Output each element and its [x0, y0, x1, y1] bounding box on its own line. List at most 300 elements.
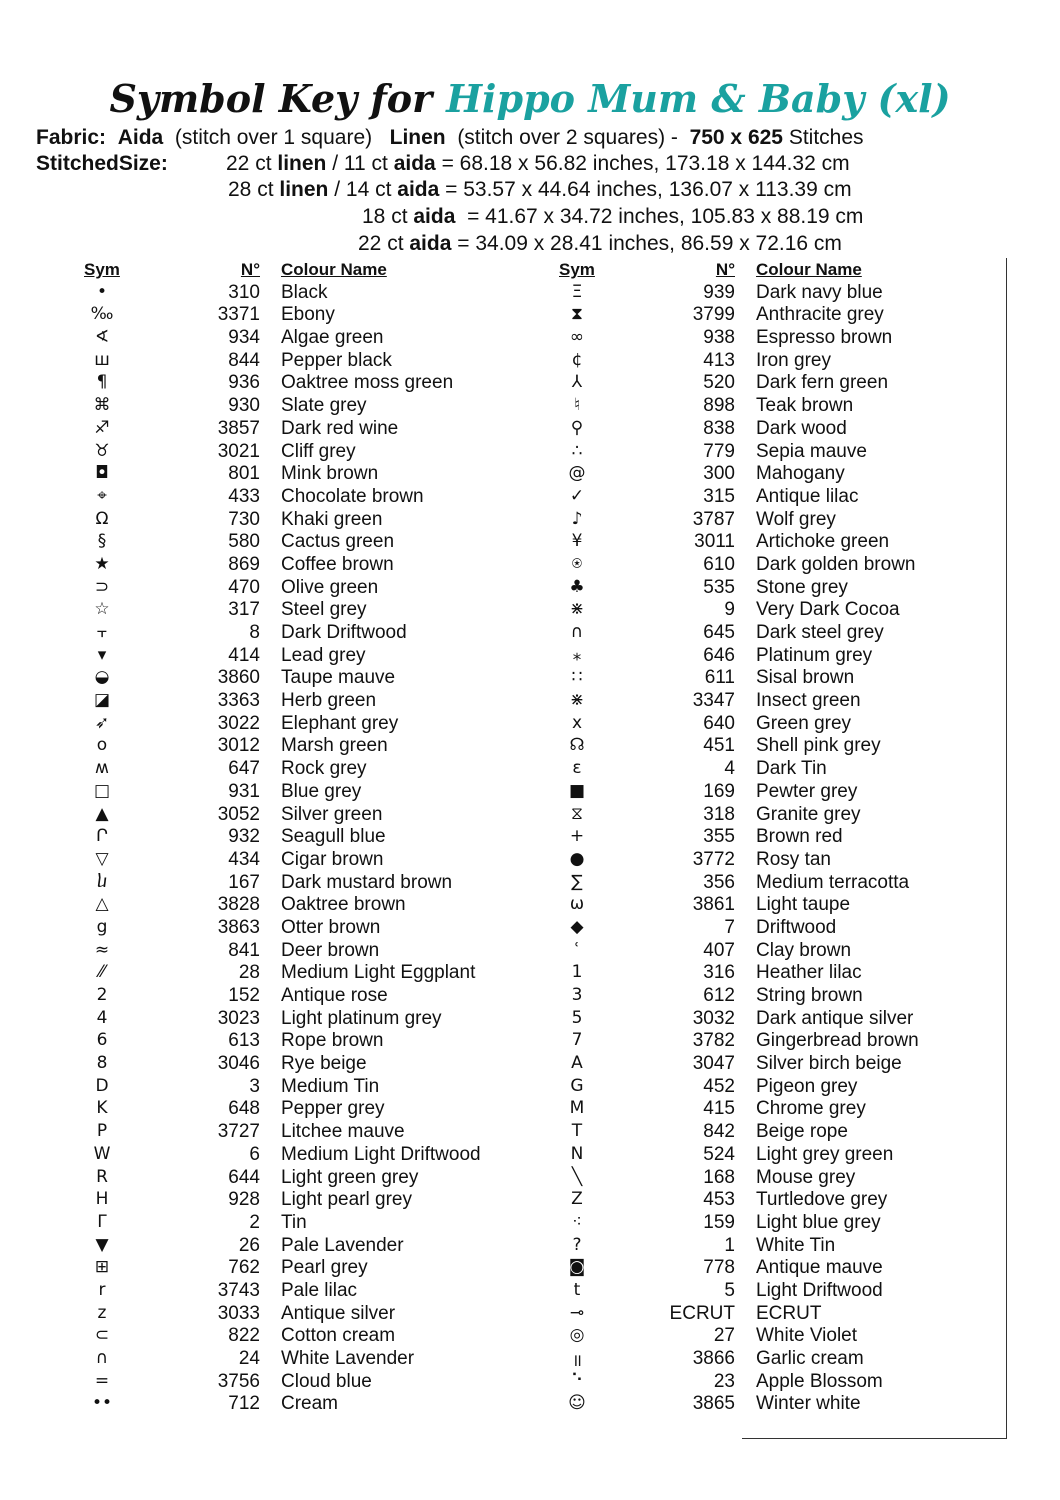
symbol-cell: N [570, 1143, 584, 1164]
symbol-cell: 6 [96, 1030, 108, 1051]
number-cell: 3756 [217, 1370, 260, 1392]
symbol-cell: K [96, 1098, 108, 1119]
symbol-cell: ▼ [95, 1234, 109, 1255]
symbol-cell: ⧗ [571, 304, 583, 325]
number-cell: ECRUT [669, 1302, 735, 1324]
colour-name-cell: Mouse grey [756, 1166, 856, 1188]
fabric-size-unit: Stitches [788, 126, 864, 149]
number-cell: 152 [228, 985, 260, 1006]
symbol-cell: ¶ [96, 372, 108, 393]
symbol-cell: ♣ [569, 576, 585, 597]
colour-name-cell: Dark golden brown [756, 553, 916, 575]
symbol-cell: ▾ [97, 644, 107, 665]
number-cell: 3861 [692, 894, 735, 916]
symbol-cell: ⊂ [94, 1325, 110, 1346]
fabric-label: Fabric: [36, 126, 107, 149]
colour-name-cell: Mink brown [281, 463, 379, 485]
symbol-cell: @ [568, 463, 586, 484]
symbol-cell: g [96, 916, 108, 937]
colour-name-cell: Heather lilac [756, 962, 862, 984]
symbol-cell: ⋇ [569, 599, 585, 620]
colour-name-cell: Slate grey [281, 395, 367, 417]
symbol-cell: ⴑ [97, 871, 107, 892]
number-cell: 934 [228, 327, 260, 349]
symbol-cell: ◙ [568, 1257, 586, 1278]
number-cell: 928 [228, 1189, 260, 1211]
number-cell: 640 [703, 712, 735, 734]
stitched-text: = 53.57 x 44.64 inches, 136.07 x 113.39 cm [439, 178, 852, 201]
title-prefix: Symbol Key for [109, 76, 433, 121]
number-cell: 844 [228, 349, 260, 371]
number-cell: 5 [724, 1279, 735, 1301]
colour-name-cell: Apple Blossom [756, 1370, 883, 1392]
colour-name-cell: Antique rose [281, 985, 388, 1006]
stitched-text: 22 ct [358, 232, 410, 255]
colour-name-cell: Coffee brown [281, 553, 394, 575]
colour-name-cell: Litchee mauve [281, 1121, 405, 1143]
symbol-cell: ⊸ [569, 1302, 585, 1323]
symbol-cell: ⊞ [94, 1257, 110, 1278]
symbol-cell: ‰ [90, 304, 114, 325]
colour-name-cell: Cloud blue [281, 1370, 372, 1392]
colour-name-cell: Dark wood [756, 417, 847, 439]
number-cell: 168 [703, 1166, 735, 1188]
colour-name-cell: Light green grey [281, 1166, 419, 1188]
symbol-cell: z [97, 1302, 107, 1323]
number-cell: 3 [249, 1075, 260, 1097]
colour-name-cell: Insect green [756, 690, 861, 712]
colour-name-cell: Rosy tan [756, 848, 831, 870]
colour-name-cell: Iron grey [756, 349, 831, 371]
symbol-cell: ♉ [94, 440, 110, 461]
colour-name-cell: Dark antique silver [756, 1007, 914, 1029]
colour-name-cell: Pepper grey [281, 1098, 385, 1120]
number-cell: 3012 [217, 735, 260, 757]
symbol-cell: r [98, 1279, 106, 1300]
number-cell: 169 [703, 780, 735, 802]
symbol-cell: ∢ [94, 327, 110, 348]
number-cell: 3052 [217, 803, 260, 825]
colour-name-cell: Taupe mauve [281, 667, 396, 689]
symbol-cell: ▲ [95, 803, 109, 824]
number-cell: 822 [228, 1325, 260, 1347]
number-cell: 3863 [217, 916, 260, 938]
colour-name-cell: Green grey [756, 712, 852, 734]
colour-name-cell: Cotton cream [281, 1325, 396, 1347]
header-name: Colour Name [281, 260, 387, 279]
symbol-cell: 3 [571, 985, 583, 1005]
colour-name-cell: Tin [281, 1211, 307, 1233]
colour-name-cell: Rope brown [281, 1030, 384, 1052]
number-cell: 3743 [217, 1279, 260, 1301]
colour-name-cell: White Violet [756, 1325, 858, 1347]
colour-name-cell: Artichoke green [756, 531, 890, 553]
colour-name-cell: Elephant grey [281, 712, 399, 734]
symbol-cell: ≈ [94, 939, 110, 960]
colour-name-cell: Deer brown [281, 939, 380, 961]
symbol-cell: + [569, 826, 585, 847]
symbol-cell: W [93, 1143, 111, 1164]
number-cell: 451 [703, 735, 735, 757]
colour-name-cell: Cream [281, 1393, 339, 1415]
number-cell: 26 [238, 1234, 260, 1256]
number-cell: 3782 [692, 1030, 735, 1052]
number-cell: 318 [703, 803, 735, 825]
symbol-cell: ◒ [94, 667, 110, 688]
colour-name-cell: Lead grey [281, 644, 366, 666]
colour-name-cell: Olive green [281, 576, 379, 598]
colour-name-cell: Very Dark Cocoa [756, 599, 900, 621]
colour-name-cell: Antique lilac [756, 485, 859, 507]
symbol-cell: ◆ [570, 916, 584, 937]
symbol-cell: 4 [96, 1007, 108, 1028]
colour-name-cell: Teak brown [756, 395, 854, 417]
number-cell: 842 [703, 1121, 735, 1143]
colour-name-cell: Oaktree moss green [281, 372, 454, 394]
symbol-cell: ॥ [571, 1351, 583, 1371]
number-cell: 24 [238, 1348, 260, 1369]
colour-name-cell: ECRUT [756, 1302, 822, 1324]
symbol-cell: ⌖ [97, 485, 107, 506]
number-cell: 778 [703, 1257, 735, 1279]
colour-name-cell: White Tin [756, 1234, 836, 1256]
stitched-text: = 41.67 x 34.72 inches, 105.83 x 88.19 cm [455, 205, 864, 228]
colour-name-cell: Light platinum grey [281, 1007, 442, 1029]
number-cell: 407 [703, 939, 735, 961]
symbol-cell: P [96, 1121, 108, 1142]
stitched-line-2 [228, 178, 1060, 202]
symbol-cell: ∩ [95, 1348, 109, 1368]
number-cell: 3857 [217, 417, 260, 439]
colour-name-cell: Pale Lavender [281, 1234, 404, 1256]
stitched-text: / 11 ct [326, 152, 394, 175]
number-cell: 1 [724, 1234, 735, 1256]
colour-name-cell: Dark red wine [281, 417, 399, 439]
stitched-bold: aida [409, 232, 452, 255]
number-cell: 3046 [217, 1053, 260, 1075]
stitched-line-4 [358, 232, 1060, 256]
number-cell: 9 [724, 599, 735, 621]
number-cell: 611 [704, 667, 735, 689]
symbol-cell: ? [572, 1234, 582, 1255]
number-cell: 434 [228, 848, 260, 870]
colour-name-cell: Marsh green [281, 735, 388, 757]
right-border-line [1006, 258, 1007, 1438]
stitched-bold: aida [413, 205, 456, 228]
stitched-text: 22 ct [226, 152, 278, 175]
number-cell: 801 [228, 463, 260, 485]
colour-name-cell: Dark navy blue [756, 281, 883, 303]
number-cell: 645 [703, 622, 735, 643]
number-cell: 730 [228, 508, 260, 530]
symbol-cell: ■ [568, 780, 586, 801]
symbol-cell: ◘ [95, 463, 109, 484]
number-cell: 317 [228, 599, 260, 621]
number-cell: 610 [703, 553, 735, 575]
colour-name-cell: Otter brown [281, 916, 381, 938]
symbol-cell: 7 [571, 1030, 583, 1051]
colour-name-cell: Cactus green [281, 531, 395, 553]
number-cell: 3860 [217, 667, 260, 689]
colour-name-cell: Cigar brown [281, 848, 384, 870]
colour-name-cell: Gingerbread brown [756, 1030, 919, 1052]
number-cell: 648 [228, 1098, 260, 1120]
number-cell: 939 [703, 281, 735, 303]
colour-name-cell: Wolf grey [756, 508, 836, 530]
symbol-cell: ʍ [95, 758, 109, 779]
symbol-cell: Ω [95, 508, 109, 529]
fabric-linen-note: (stitch over 2 squares) - [457, 126, 678, 149]
symbol-cell: 8 [96, 1053, 108, 1074]
colour-name-cell: Medium Tin [281, 1075, 380, 1097]
number-cell: 7 [724, 916, 735, 938]
symbol-cell: T [571, 1121, 583, 1142]
colour-name-cell: Beige rope [756, 1121, 848, 1143]
symbol-cell: § [97, 531, 107, 552]
fabric-line [36, 126, 1060, 150]
number-cell: 930 [228, 395, 260, 417]
fabric-size: 750 x 625 [689, 126, 783, 149]
symbol-cell: ∞ [569, 327, 585, 348]
colour-name-cell: Light Driftwood [756, 1279, 883, 1301]
symbol-cell: ⚲ [570, 417, 584, 438]
symbol-cell: ✓ [569, 485, 585, 506]
number-cell: 524 [703, 1143, 735, 1165]
number-cell: 3787 [692, 508, 735, 530]
symbol-cell: ⅄ [571, 372, 583, 393]
colour-name-cell: Pewter grey [756, 780, 858, 802]
symbol-cell: ∴ [571, 440, 583, 461]
colour-name-cell: Oaktree brown [281, 894, 406, 916]
number-cell: 762 [228, 1257, 260, 1279]
colour-name-cell: Turtledove grey [756, 1189, 888, 1211]
number-cell: 3727 [217, 1121, 260, 1143]
number-cell: 932 [228, 826, 260, 848]
number-cell: 27 [713, 1325, 735, 1347]
number-cell: 6 [249, 1143, 260, 1165]
number-cell: 2 [249, 1211, 260, 1233]
symbol-cell: ⋇ [569, 690, 585, 711]
symbol-cell: Ր [96, 826, 108, 847]
symbol-cell: 1 [571, 962, 583, 983]
number-cell: 3371 [217, 304, 260, 326]
number-cell: 841 [228, 939, 260, 961]
symbol-cell: t [573, 1279, 581, 1300]
colour-name-cell: Herb green [281, 690, 377, 712]
fabric-aida-note: (stitch over 1 square) [174, 126, 373, 149]
header-sym: Sym [84, 260, 120, 279]
symbol-cell: ⧖ [571, 803, 583, 824]
symbol-cell: ∑ [571, 871, 583, 892]
number-cell: 3799 [692, 304, 735, 326]
colour-name-cell: Dark mustard brown [281, 871, 453, 893]
number-cell: 414 [228, 644, 260, 666]
number-cell: 316 [703, 962, 735, 984]
bottom-border-line [742, 1438, 1007, 1439]
number-cell: 4 [724, 758, 735, 780]
colour-name-cell: Sisal brown [756, 667, 855, 689]
number-cell: 3023 [217, 1007, 260, 1029]
symbol-cell: M [569, 1098, 585, 1119]
design-name: Hippo Mum & Baby (xl) [446, 76, 951, 121]
colour-name-cell: Chrome grey [756, 1098, 866, 1120]
symbol-cell: ☺ [568, 1393, 586, 1414]
colour-name-cell: String brown [756, 985, 863, 1006]
colour-name-cell: Medium terracotta [756, 871, 910, 893]
symbol-cell: = [94, 1370, 110, 1391]
header-name: Colour Name [756, 260, 862, 279]
symbol-cell: ⠑ [570, 1370, 584, 1391]
symbol-cell: ◪ [93, 690, 111, 711]
stitched-bold: linen [277, 152, 327, 175]
colour-name-cell: Seagull blue [281, 826, 386, 848]
stitched-line-3 [362, 205, 1060, 229]
header-num: N° [240, 260, 260, 279]
colour-name-cell: Winter white [756, 1393, 861, 1415]
symbol-cell: ¥ [571, 531, 583, 552]
number-cell: 712 [228, 1393, 260, 1415]
colour-name-cell: Dark fern green [756, 372, 889, 394]
symbol-cell: ω [569, 894, 585, 915]
number-cell: 3033 [217, 1302, 260, 1324]
number-cell: 413 [703, 349, 735, 371]
symbol-cell: A [571, 1053, 583, 1074]
colour-name-cell: Sepia mauve [756, 440, 867, 462]
number-cell: 931 [228, 780, 260, 802]
number-cell: 520 [703, 372, 735, 394]
symbol-cell: R [96, 1166, 108, 1187]
colour-name-cell: Shell pink grey [756, 735, 881, 757]
symbol-cell: ⊃ [94, 576, 110, 597]
number-cell: 535 [703, 576, 735, 598]
symbol-cell: H [95, 1189, 109, 1210]
symbol-cell: △ [95, 894, 109, 915]
number-cell: 580 [228, 531, 260, 553]
colour-name-cell: Steel grey [281, 599, 367, 621]
symbol-cell: ʿ [574, 939, 580, 960]
colour-name-cell: Granite grey [756, 803, 861, 825]
colour-name-cell: White Lavender [281, 1348, 415, 1369]
colour-name-cell: Rock grey [281, 758, 367, 780]
number-cell: 3347 [692, 690, 735, 712]
symbol-cell: ⁄⁄ [99, 962, 105, 983]
number-cell: 647 [228, 758, 260, 780]
fabric-linen: Linen [389, 126, 446, 149]
colour-name-cell: Dark Driftwood [281, 622, 407, 643]
colour-name-cell: Silver green [281, 803, 383, 825]
stitched-line-1 [36, 152, 1060, 176]
symbol-cell: • [96, 281, 108, 302]
number-cell: 3022 [217, 712, 260, 734]
colour-name-cell: Silver birch beige [756, 1053, 902, 1075]
stitched-label: StitchedSize: [36, 152, 168, 175]
colour-name-cell: Espresso brown [756, 327, 893, 349]
stitched-text: = 34.09 x 28.41 inches, 86.59 x 72.16 cm [451, 232, 842, 255]
colour-name-cell: Pale lilac [281, 1279, 358, 1301]
number-cell: 3866 [692, 1348, 735, 1369]
symbol-cell: ☆ [94, 599, 110, 620]
number-cell: 3772 [692, 848, 735, 870]
number-cell: 646 [703, 644, 735, 666]
page-title [0, 76, 1060, 121]
header-sym: Sym [559, 260, 595, 279]
symbol-cell: x [571, 712, 583, 733]
symbol-cell: ⌘ [93, 395, 111, 416]
symbol-cell: ➶ [94, 712, 110, 733]
symbol-cell: ε [572, 758, 582, 779]
colour-name-cell: Garlic cream [756, 1348, 864, 1369]
number-cell: 3011 [694, 531, 735, 553]
colour-name-cell: Ebony [281, 304, 335, 326]
number-cell: 779 [703, 440, 735, 462]
symbol-cell: ⫟ [96, 622, 108, 642]
stitched-bold: aida [393, 152, 436, 175]
colour-name-cell: Light taupe [756, 894, 851, 916]
number-cell: 452 [703, 1075, 735, 1097]
colour-name-cell: Khaki green [281, 508, 383, 530]
symbol-cell: ☊ [569, 735, 585, 756]
number-cell: 415 [703, 1098, 735, 1120]
symbol-cell: 5 [571, 1007, 583, 1028]
number-cell: 838 [703, 417, 735, 439]
number-cell: 300 [703, 463, 735, 485]
number-cell: 315 [703, 485, 735, 507]
symbol-cell: ★ [94, 553, 110, 574]
number-cell: 3047 [692, 1053, 735, 1075]
number-cell: 159 [703, 1211, 735, 1233]
stitched-text: / 14 ct [328, 178, 398, 201]
symbol-cell: ♪ [571, 508, 583, 529]
number-cell: 356 [703, 871, 735, 893]
symbol-cell: ╲ [571, 1166, 583, 1187]
colour-name-cell: Chocolate brown [281, 485, 424, 507]
colour-name-cell: Clay brown [756, 939, 852, 961]
symbol-cell: ш [94, 349, 110, 370]
number-cell: 310 [228, 281, 260, 303]
number-cell: 869 [228, 553, 260, 575]
symbol-cell: ♮ [573, 395, 581, 416]
symbol-cell: Z [571, 1189, 583, 1210]
number-cell: 613 [228, 1030, 260, 1052]
colour-name-cell: Cliff grey [281, 440, 356, 462]
colour-name-cell: Black [281, 281, 328, 303]
number-cell: 470 [228, 576, 260, 598]
colour-name-cell: Anthracite grey [756, 304, 884, 326]
number-cell: 612 [703, 985, 735, 1006]
number-cell: 644 [228, 1166, 260, 1188]
symbol-cell: ▽ [95, 848, 109, 869]
stitched-text: 18 ct [362, 205, 414, 228]
symbol-cell: ∷ [571, 667, 583, 688]
symbol-cell: ⁎ [572, 644, 582, 665]
symbol-cell: G [570, 1075, 584, 1096]
colour-name-cell: Light grey green [756, 1143, 894, 1165]
stitched-text: = 68.18 x 56.82 inches, 173.18 x 144.32 cm [435, 152, 850, 175]
number-cell: 355 [703, 826, 735, 848]
colour-name-cell: Antique silver [281, 1302, 396, 1324]
symbol-cell: ¢ [571, 349, 583, 370]
symbol-cell: ⍟ [571, 553, 583, 574]
number-cell: 3032 [692, 1007, 735, 1029]
symbol-cell: ∩ [570, 622, 584, 642]
symbol-cell: 2 [96, 985, 108, 1005]
fabric-aida: Aida [117, 126, 164, 149]
colour-name-cell: Pearl grey [281, 1257, 368, 1279]
colour-name-cell: Dark steel grey [756, 622, 884, 643]
number-cell: 8 [249, 622, 260, 643]
symbol-cell: ♐ [94, 417, 110, 438]
symbol-cell: Γ [97, 1211, 107, 1232]
